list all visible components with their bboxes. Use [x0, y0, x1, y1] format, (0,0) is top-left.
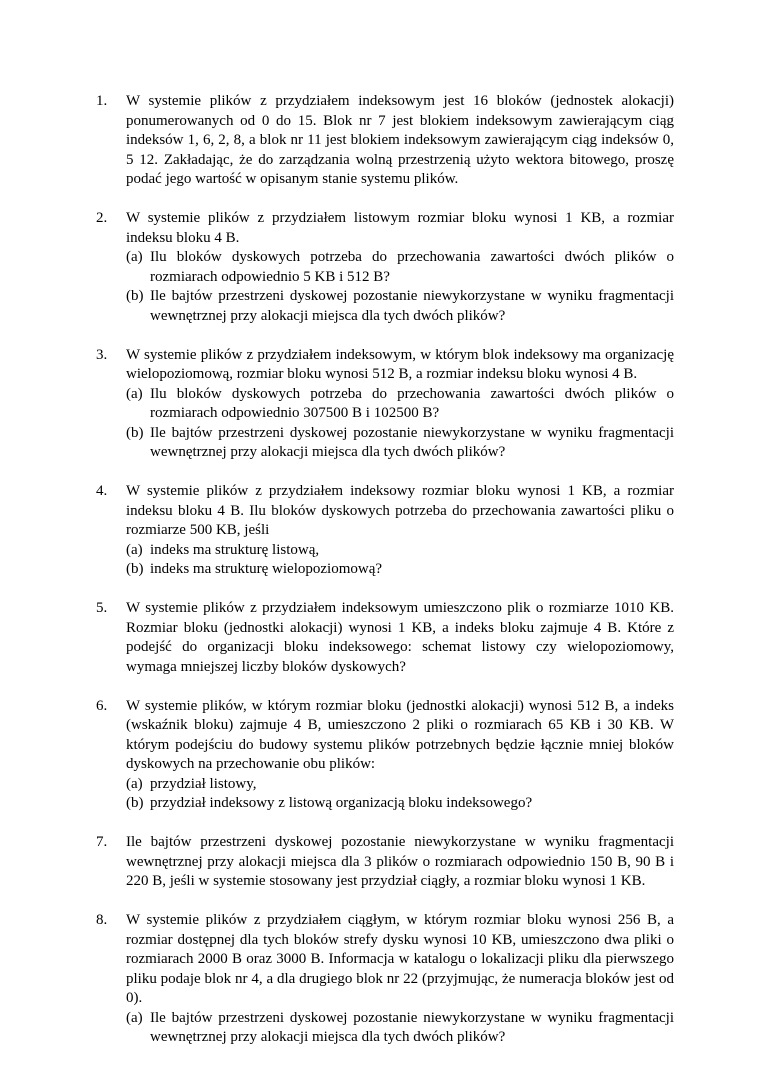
- problem-number: 8.: [96, 912, 108, 928]
- sub-question-text: Ilu bloków dyskowych potrzeba do przechowania zawartości dwóch plików o rozmiarach odpowiednio 307500 B i 102500 B?: [150, 385, 674, 421]
- sub-question-list: [126, 541, 674, 580]
- sub-question: [126, 424, 674, 463]
- sub-question-text: Ile bajtów przestrzeni dyskowej pozostanie niewykorzystane w wyniku fragmentacji wewnętrznej przy alokacji miejsca dla tych dwóch plików?: [150, 424, 674, 460]
- sub-question-label: (b): [126, 288, 144, 304]
- problem-text: W systemie plików, w którym rozmiar bloku (jednostki alokacji) wynosi 512 B, a indeks (wskaźnik bloku) zajmuje 4 B, umieszczono 2 pliki o rozmiarach 65 KB i 30 KB. W którym podejściu do budowy systemu plików potrzebnych będzie łącznie mniej bloków dyskowych na przechowanie obu plików:: [126, 697, 674, 772]
- sub-question-text: Ile bajtów przestrzeni dyskowej pozostanie niewykorzystane w wyniku fragmentacji wewnętrznej przy alokacji miejsca dla tych dwóch plików?: [150, 288, 674, 324]
- problem-1: [96, 92, 674, 190]
- problem-number: 7.: [96, 834, 108, 850]
- sub-question-label: (a): [126, 775, 143, 792]
- problem-5: [96, 599, 674, 677]
- problem-7: [96, 833, 674, 892]
- sub-question: [126, 794, 674, 814]
- problem-number: 4.: [96, 483, 108, 499]
- sub-question: [126, 385, 674, 424]
- sub-question: [126, 541, 674, 561]
- sub-question-label: (b): [126, 424, 144, 441]
- sub-question-label: (a): [126, 385, 143, 402]
- problem-number: 6.: [96, 697, 108, 714]
- sub-question-label: (b): [126, 561, 144, 577]
- problem-text: Ile bajtów przestrzeni dyskowej pozostanie niewykorzystane w wyniku fragmentacji wewnętrznej przy alokacji miejsca dla 3 plików o rozmiarach odpowiednio 150 B, 90 B i 220 B, jeśli w systemie stosowany jest przydział ciągły, a rozmiar bloku wynosi 1 KB.: [126, 834, 674, 889]
- problem-number: 2.: [96, 210, 108, 226]
- sub-question: [126, 1009, 674, 1048]
- problem-text: W systemie plików z przydziałem indeksowym, w którym blok indeksowy ma organizację wielopoziomową, rozmiar bloku wynosi 512 B, a rozmiar indeksu bloku wynosi 4 B.: [126, 346, 674, 382]
- sub-question-label: (a): [126, 249, 143, 265]
- sub-question-label: (a): [126, 541, 143, 558]
- sub-question-text: indeks ma strukturę listową,: [150, 541, 320, 558]
- problem-text: W systemie plików z przydziałem indeksowym jest 16 bloków (jednostek alokacji) ponumerowanych od 0 do 15. Blok nr 7 jest blokiem indeksowym zawierającym ciąg indeksów 1, 6, 2, 8, a blok nr 11 jest blokiem indeksowym zawierającym ciąg indeksów 0, 5 12. Zakładając, że do zarządzania wolną przestrzenią użyto wektora bitowego, proszę podać jego wartość w opisanym stanie systemu plików.: [126, 93, 674, 187]
- problem-list: [96, 92, 674, 1067]
- problem-number: 1.: [96, 93, 108, 109]
- problem-number: 3.: [96, 346, 108, 363]
- sub-question: [126, 287, 674, 326]
- sub-question-list: [126, 248, 674, 326]
- problem-number: 5.: [96, 600, 108, 616]
- problem-text: W systemie plików z przydziałem ciągłym, w którym rozmiar bloku wynosi 256 B, a rozmiar dostępnej dla tych bloków strefy dysku wynosi 10 KB, umieszczono dwa pliki o rozmiarach 2000 B oraz 3000 B. Informacja w katalogu o lokalizacji pliku dla pierwszego pliku podaje blok nr 4, a dla drugiego blok nr 22 (przyjmując, że numeracja bloków jest od 0).: [126, 912, 674, 1006]
- sub-question-label: (b): [126, 795, 144, 811]
- sub-question: [126, 248, 674, 287]
- problem-2: [96, 209, 674, 326]
- sub-question-text: Ilu bloków dyskowych potrzeba do przechowania zawartości dwóch plików o rozmiarach odpowiednio 5 KB i 512 B?: [150, 249, 674, 285]
- problem-text: W systemie plików z przydziałem indeksowym umieszczono plik o rozmiarze 1010 KB. Rozmiar bloku (jednostki alokacji) wynosi 1 KB, a indeks bloku zajmuje 4 B. Które z podejść do organizacji bloku indeksowego: schemat listowy czy wielopoziomowy, wymaga mniejszej liczby bloków dyskowych?: [126, 600, 674, 675]
- sub-question: [126, 775, 674, 795]
- problem-text: W systemie plików z przydziałem indeksowy rozmiar bloku wynosi 1 KB, a rozmiar indeksu bloku 4 B. Ilu bloków dyskowych potrzeba do przechowania zawartości pliku o rozmiarze 500 KB, jeśli: [126, 483, 674, 538]
- sub-question-label: (a): [126, 1009, 143, 1026]
- problem-8: [96, 911, 674, 1048]
- sub-question-text: przydział listowy,: [150, 775, 257, 792]
- sub-question-list: [126, 775, 674, 814]
- problem-4: [96, 482, 674, 580]
- sub-question-text: przydział indeksowy z listową organizacją bloku indeksowego?: [150, 795, 533, 811]
- problem-3: [96, 346, 674, 463]
- sub-question-text: indeks ma strukturę wielopoziomową?: [150, 561, 383, 577]
- problem-6: [96, 697, 674, 814]
- problem-text: W systemie plików z przydziałem listowym rozmiar bloku wynosi 1 KB, a rozmiar indeksu bloku 4 B.: [126, 210, 674, 246]
- sub-question: [126, 560, 674, 580]
- sub-question-list: [126, 385, 674, 463]
- sub-question-list: [126, 1009, 674, 1048]
- sub-question-text: Ile bajtów przestrzeni dyskowej pozostanie niewykorzystane w wyniku fragmentacji wewnętrznej przy alokacji miejsca dla tych dwóch plików?: [150, 1009, 674, 1045]
